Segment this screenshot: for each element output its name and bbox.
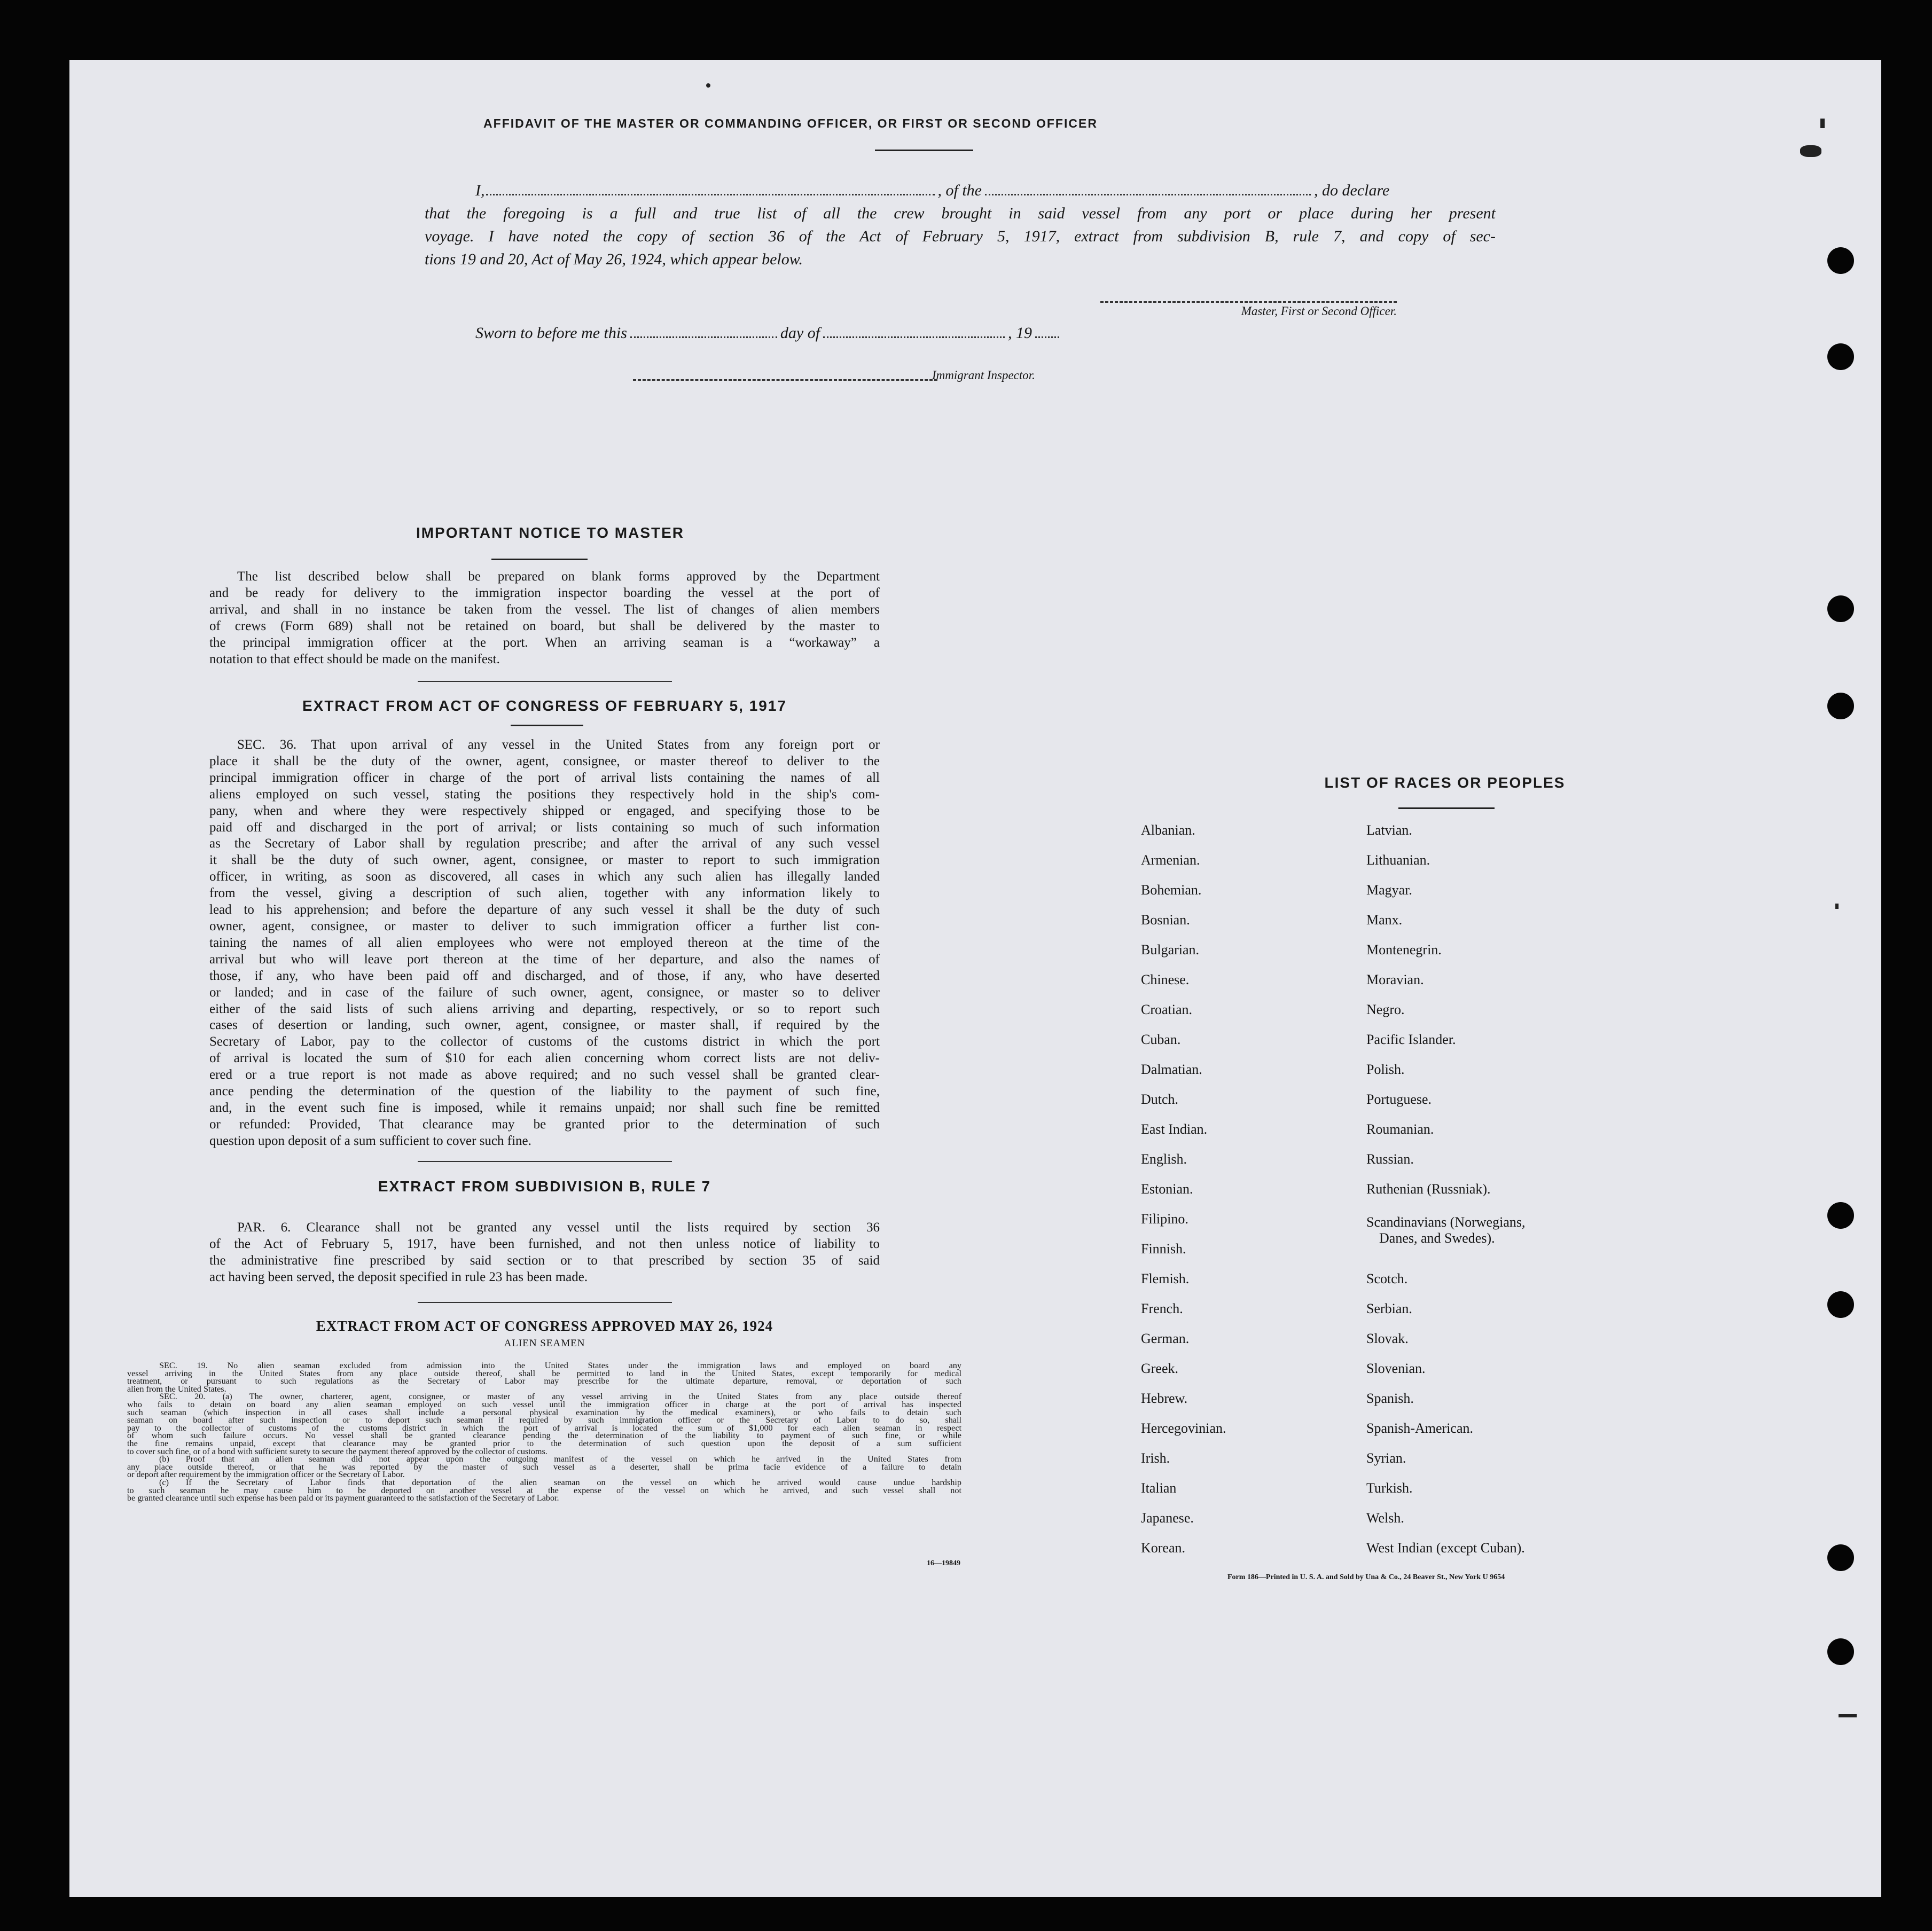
rule-7-line: act having been served, the deposit specified in rule 23 has been made.	[209, 1269, 588, 1284]
races-title-rule	[1398, 807, 1495, 809]
notice-title-rule	[491, 559, 588, 560]
notice-line: and be ready for delivery to the immigration inspector boarding the vessel at the port of	[209, 585, 880, 600]
act-1924-line: (c) If the Secretary of Labor finds that deportation of the alien seaman on the vessel on which he arrived would cause undue hardship	[159, 1477, 961, 1487]
master-caption: Master, First or Second Officer.	[1241, 304, 1397, 318]
race-item: Bulgarian.	[1141, 942, 1200, 957]
act-1917-line: or refunded: Provided, That clearance may be granted prior to the determination of such	[209, 1117, 880, 1132]
sworn-line	[475, 321, 1223, 344]
act-1924-line: of whom such failure occurs. No vessel shall be granted clearance pending the determination of the liability to payment of such fine, or while	[127, 1431, 961, 1441]
race-item: Moravian.	[1366, 972, 1424, 987]
act-1917-line: cases of desertion or landing, such owner, agent, consignee, or master shall, if required by the	[209, 1018, 880, 1033]
race-item: Danes, and Swedes).	[1379, 1230, 1495, 1246]
race-item: Bohemian.	[1141, 882, 1202, 898]
affidavit-text-line-2: that the foregoing is a full and true list of all the crew brought in said vessel from any port or place during her present	[425, 205, 1496, 222]
notice-body	[209, 569, 880, 668]
race-item: Flemish.	[1141, 1271, 1190, 1286]
sworn-day-blank	[630, 336, 777, 338]
race-item: Ruthenian (Russniak).	[1366, 1181, 1491, 1197]
race-item: Japanese.	[1141, 1510, 1194, 1526]
affidavit-declare-label: , do declare	[1314, 182, 1390, 199]
act-1924-line: such seaman (which inspection in all cases shall include a personal physical examination by the medical examiners), or who fails to detain such	[127, 1407, 961, 1417]
race-item: Finnish.	[1141, 1241, 1186, 1257]
punch-hole	[1827, 1544, 1854, 1571]
race-item: Serbian.	[1366, 1301, 1412, 1316]
rule-7-body	[209, 1220, 880, 1286]
affidavit-declaration-line	[475, 179, 1496, 202]
act-1917-line: ance pending the determination of the question of the liability to the payment of such fine,	[209, 1084, 880, 1099]
punch-hole	[1827, 1638, 1854, 1665]
scan-speck	[706, 83, 710, 88]
printer-footer: Form 186—Printed in U. S. A. and Sold by Una & Co., 24 Beaver St., New York U 9654	[1227, 1573, 1505, 1581]
title-rule	[875, 150, 973, 151]
act-1917-line: question upon deposit of a sum sufficient to cover such fine.	[209, 1133, 531, 1148]
act-1924-subtitle: ALIEN SEAMEN	[504, 1338, 585, 1349]
race-item: Dalmatian.	[1141, 1062, 1202, 1077]
race-item: Italian	[1141, 1480, 1177, 1496]
document-page	[69, 60, 1881, 1897]
act-1917-line: place it shall be the duty of the owner, agent, consignee, or master thereof to deliver to the	[209, 753, 880, 768]
act-1924-line: the fine remains unpaid, except that clearance may be granted prior to the determination of such question upon the deposit of a sum sufficient	[127, 1438, 961, 1448]
act-1924-line: or deport after requirement by the immigration officer or the Secretary of Labor.	[127, 1470, 405, 1480]
act-1917-line: ered or a true report is not made as above required; and no such vessel shall be granted clear-	[209, 1067, 880, 1082]
race-item: Albanian.	[1141, 822, 1195, 838]
act-1917-title: EXTRACT FROM ACT OF CONGRESS OF FEBRUARY 5, 1917	[302, 697, 787, 714]
act-1917-line: it shall be the duty of such owner, agent, consignee, or master to report to such immigration	[209, 853, 880, 868]
race-item: Scotch.	[1366, 1271, 1408, 1286]
affidavit-text-line-3: voyage. I have noted the copy of section 36 of the Act of February 5, 1917, extract from subdivision B, rule 7, and copy of sec-	[425, 227, 1496, 245]
act-1924-line: to such seaman he may cause him to be deported on another vessel at the expense of the vessel on which he arrived, and such vessel shall not	[127, 1485, 961, 1495]
race-item: Roumanian.	[1366, 1121, 1434, 1137]
race-item: Korean.	[1141, 1540, 1186, 1556]
scan-speck	[1835, 904, 1839, 909]
race-item: Hebrew.	[1141, 1391, 1188, 1406]
notice-line: notation to that effect should be made on the manifest.	[209, 651, 500, 666]
act-1917-line: aliens employed on such vessel, stating the positions they respectively hold in the ship's com-	[209, 787, 880, 802]
rule-7-line: the administrative fine prescribed by said section or to that prescribed by section 35 of said	[209, 1253, 880, 1268]
notice-line: of crews (Form 689) shall not be retained on board, but shall be delivered by the master to	[209, 618, 880, 633]
affidavit-i-label: I,	[475, 182, 485, 199]
sworn-year-blank	[1035, 336, 1059, 338]
race-item: Hercegovinian.	[1141, 1420, 1226, 1436]
race-item: Welsh.	[1366, 1510, 1404, 1526]
act-1924-line: be granted clearance until such expense has been paid or its payment guaranteed to the satisfaction of the Secretary of Labor.	[127, 1493, 559, 1503]
master-signature-line	[1100, 301, 1397, 303]
act-1917-line: owner, agent, consignee, or master to deliver to such immigration officer a further list con-	[209, 919, 880, 933]
act-1917-line: arrival but who will leave port thereon at the time of her departure, and also the names of	[209, 952, 880, 967]
scan-speck	[1839, 1714, 1857, 1717]
act-1924-line: who fails to detain on board any alien seaman employed on such vessel until the immigration officer in charge at the port of arrival has inspected	[127, 1399, 961, 1409]
act-1917-line: officer, in writing, as soon as discovered, all cases in which any such alien has illegally landed	[209, 869, 880, 884]
race-item: Magyar.	[1366, 882, 1412, 898]
race-item: Greek.	[1141, 1361, 1179, 1376]
punch-hole	[1827, 1291, 1854, 1318]
act-1917-line: and, in the event such fine is imposed, while it remains unpaid; nor shall such fine be remitted	[209, 1100, 880, 1115]
inspector-caption: Immigrant Inspector.	[932, 368, 1035, 382]
act-1917-line: pany, when and where they were respectively shipped or engaged, and specifying those to be	[209, 803, 880, 818]
act-1917-line: either of the said lists of such aliens arriving and departing, respectively, or so to report such	[209, 1001, 880, 1016]
act-1917-title-rule	[511, 725, 583, 726]
notice-line: arrival, and shall in no instance be taken from the vessel. The list of changes of alien members	[209, 602, 880, 617]
race-item: Estonian.	[1141, 1181, 1193, 1197]
act-1924-line: vessel arriving in the United States from any place outside thereof, shall be permitted to land in the United States, except temporarily for medical	[127, 1368, 961, 1378]
divider	[418, 1302, 672, 1303]
punch-hole	[1827, 343, 1854, 370]
race-item: Russian.	[1366, 1151, 1414, 1167]
race-item: Syrian.	[1366, 1450, 1406, 1466]
race-item: Turkish.	[1366, 1480, 1413, 1496]
race-item: Slovak.	[1366, 1331, 1409, 1346]
act-1924-line: seaman on board after such inspection or to deport such seaman if required by such immigration officer or the Secretary of Labor to do so, shall	[127, 1415, 961, 1425]
race-item: Filipino.	[1141, 1211, 1188, 1227]
race-item: Cuban.	[1141, 1032, 1181, 1047]
act-1917-line: from the vessel, giving a description of such alien, together with any information likely to	[209, 886, 880, 901]
act-1917-line: paid off and discharged in the port of arrival; or lists containing so much of such information	[209, 820, 880, 835]
races-title: LIST OF RACES OR PEOPLES	[1324, 774, 1566, 791]
year-label: , 19	[1008, 324, 1033, 342]
act-1924-line: any place outside thereof, or that he was reported by the master of such vessel as a deserter, shall be prima facie evidence of a failure to detain	[127, 1462, 961, 1472]
notice-line: The list described below shall be prepared on blank forms approved by the Department	[237, 569, 880, 584]
act-1917-line: or landed; and in case of the failure of such owner, agent, consignee, or master so to deliver	[209, 985, 880, 1000]
inspector-signature-line	[633, 379, 937, 381]
punch-hole	[1827, 1202, 1854, 1229]
name-blank	[486, 194, 935, 195]
divider	[418, 681, 672, 682]
divider	[418, 1161, 672, 1162]
act-1924-title: EXTRACT FROM ACT OF CONGRESS APPROVED MAY 26, 1924	[316, 1318, 773, 1334]
act-1924-body	[127, 1362, 961, 1502]
race-item: Portuguese.	[1366, 1092, 1432, 1107]
act-1924-line: SEC. 20. (a) The owner, charterer, agent, consignee, or master of any vessel arriving in the United States from any place outside thereof	[159, 1392, 961, 1402]
day-of-label: day of	[780, 324, 820, 342]
act-1924-line: treatment, or pursuant to such regulations as the Secretary of Labor may prescribe for the ultimate departure, removal, or deportation of such	[127, 1376, 961, 1386]
act-1924-line: pay to the collector of customs of the customs district in which the port of arrival is located the sum of $1,000 for each alien seaman in respect	[127, 1423, 961, 1433]
race-item: Chinese.	[1141, 972, 1190, 987]
race-item: Irish.	[1141, 1450, 1170, 1466]
race-item: Armenian.	[1141, 852, 1200, 868]
race-item: Pacific Islander.	[1366, 1032, 1456, 1047]
scan-speck	[1800, 145, 1821, 157]
race-item: Polish.	[1366, 1062, 1405, 1077]
race-item: West Indian (except Cuban).	[1366, 1540, 1525, 1556]
notice-title: IMPORTANT NOTICE TO MASTER	[416, 524, 685, 541]
act-1924-line: (b) Proof that an alien seaman did not appear upon the outgoing manifest of the vessel on which he arrived in the United States from	[159, 1454, 961, 1464]
race-item: Montenegrin.	[1366, 942, 1442, 957]
notice-line: the principal immigration officer at the port. When an arriving seaman is a “workaway” a	[209, 635, 880, 650]
punch-hole	[1827, 247, 1854, 274]
rule-7-title: EXTRACT FROM SUBDIVISION B, RULE 7	[378, 1178, 711, 1195]
race-item: French.	[1141, 1301, 1183, 1316]
race-item: Slovenian.	[1366, 1361, 1426, 1376]
rule-7-line: PAR. 6. Clearance shall not be granted any vessel until the lists required by section 36	[237, 1220, 880, 1235]
act-1924-line: alien from the United States.	[127, 1384, 226, 1394]
form-code: 16—19849	[927, 1559, 960, 1567]
race-item: Manx.	[1366, 912, 1403, 928]
race-item: Croatian.	[1141, 1002, 1193, 1017]
act-1917-body	[209, 737, 880, 1150]
sworn-label: Sworn to before me this	[475, 324, 627, 342]
affidavit-title: AFFIDAVIT OF THE MASTER OR COMMANDING OFFICER, OR FIRST OR SECOND OFFICER	[483, 116, 1098, 130]
rule-7-line: of the Act of February 5, 1917, have been furnished, and not then unless notice of liability to	[209, 1236, 880, 1251]
race-item: Bosnian.	[1141, 912, 1190, 928]
race-item: Lithuanian.	[1366, 852, 1430, 868]
scan-speck	[1820, 119, 1825, 128]
punch-hole	[1827, 595, 1854, 622]
race-item: Spanish.	[1366, 1391, 1414, 1406]
act-1917-line: of arrival is located the sum of $10 for each alien concerning whom correct lists are not deliv-	[209, 1051, 880, 1066]
act-1917-line: lead to his apprehension; and before the departure of any such vessel it shall be the duty of such	[209, 902, 880, 917]
race-item: Spanish-American.	[1366, 1420, 1474, 1436]
act-1917-line: as the Secretary of Labor shall by regulation prescribe; and after the arrival of any such vessel	[209, 836, 880, 851]
affidavit-text-line-4: tions 19 and 20, Act of May 26, 1924, which appear below.	[425, 250, 803, 268]
act-1917-line: taining the names of all alien employees who were not employed thereon at the time of the	[209, 935, 880, 950]
race-item: Negro.	[1366, 1002, 1405, 1017]
act-1917-line: SEC. 36. That upon arrival of any vessel in the United States from any foreign port or	[237, 737, 880, 752]
vessel-blank	[985, 194, 1311, 195]
race-item: English.	[1141, 1151, 1187, 1167]
race-item: East Indian.	[1141, 1121, 1208, 1137]
act-1924-line: to cover such fine, or of a bond with sufficient surety to secure the payment thereof approved by the collector of customs.	[127, 1446, 547, 1456]
act-1924-line: SEC. 19. No alien seaman excluded from admission into the United States under the immigration laws and employed on board any	[159, 1361, 961, 1370]
act-1917-line: principal immigration officer in charge of the port of arrival lists containing the names of all	[209, 770, 880, 785]
race-item: Latvian.	[1366, 822, 1412, 838]
act-1917-line: those, if any, who have been paid off and discharged, and of those, if any, who have deserted	[209, 968, 880, 983]
sworn-month-blank	[823, 336, 1005, 338]
race-item: Dutch.	[1141, 1092, 1179, 1107]
act-1917-line: Secretary of Labor, pay to the collector of customs of the customs district in which the port	[209, 1034, 880, 1049]
affidavit-of-the-label: , of the	[937, 182, 982, 199]
race-item: Scandinavians (Norwegians,	[1366, 1214, 1526, 1230]
punch-hole	[1827, 693, 1854, 719]
race-item: German.	[1141, 1331, 1190, 1346]
